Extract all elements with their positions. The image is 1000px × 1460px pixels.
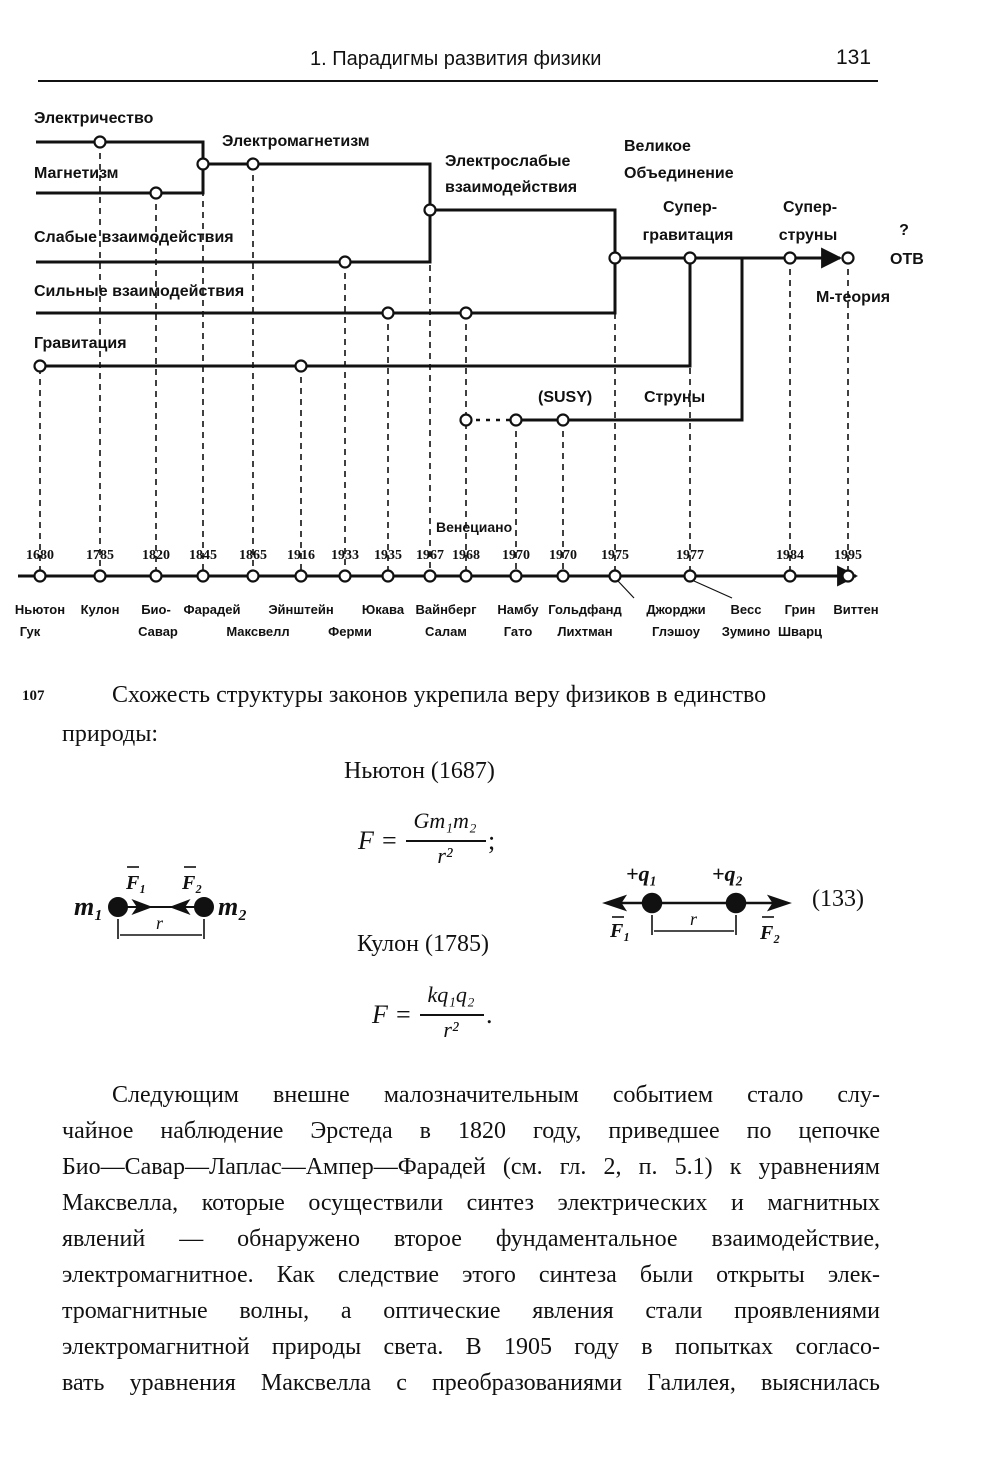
label-electricity: Электричество xyxy=(34,110,154,127)
person-nambu: Намбу xyxy=(497,602,539,617)
label-gut-2: Объединение xyxy=(624,165,734,182)
year-label: 1970 xyxy=(549,548,577,563)
body-line: электромагнитной природы света. В 1905 году в попытках согласо- xyxy=(62,1334,880,1360)
label-question: ? xyxy=(899,222,909,239)
year-label: 1865 xyxy=(239,548,267,563)
label-veneziano: Венециано xyxy=(436,519,513,535)
newton-punct: ; xyxy=(488,826,496,855)
unification-diagram xyxy=(0,90,1000,650)
newton-lhs: F = xyxy=(358,826,398,855)
year-label: 1935 xyxy=(374,548,402,563)
page-number: 131 xyxy=(836,46,872,69)
label-electroweak-1: Электрослабые xyxy=(445,153,571,170)
label-f2-coulomb: F₂ xyxy=(760,922,781,944)
mass-2 xyxy=(195,898,213,916)
body-line: чайное наблюдение Эрстеда в 1820 году, приведшее по цепочке xyxy=(62,1118,880,1144)
person-wess: Весс xyxy=(730,602,762,617)
body-line: Био—Савар—Лаплас—Ампер—Фарадей (см. гл. 2, п. 5.1) к уравнениям xyxy=(62,1154,880,1180)
label-superstrings-1: Супер- xyxy=(782,199,838,216)
person-zumino: Зумино xyxy=(721,624,771,639)
person-newton: Ньютон xyxy=(14,602,66,617)
person-golfand: Гольдфанд xyxy=(548,602,622,617)
label-strong: Сильные взаимодействия xyxy=(34,283,245,300)
year-label: 1984 xyxy=(776,548,804,563)
person-faraday: Фарадей xyxy=(183,602,241,617)
person-green: Грин xyxy=(784,602,816,617)
charge-1 xyxy=(643,894,661,912)
mass-1 xyxy=(109,898,127,916)
path-electromagnetism xyxy=(203,164,430,210)
label-r-coulomb: r xyxy=(690,909,698,929)
label-f1: F₁ xyxy=(126,872,147,894)
paragraph-ref-number: 107 xyxy=(22,688,45,704)
body-line: явлений — обнаружено второе фундаментальное взаимодействие, xyxy=(62,1226,880,1252)
person-hooke: Гук xyxy=(19,624,41,639)
person-glashow: Глэшоу xyxy=(652,624,700,639)
year-label: 1933 xyxy=(331,548,359,563)
person-einstein: Эйнштейн xyxy=(268,602,334,617)
person-fermi: Ферми xyxy=(328,624,372,639)
body-line: Следующим внешне малозначительным событием стало слу- xyxy=(112,1082,880,1108)
charge-2 xyxy=(727,894,745,912)
body-line: вать уравнения Максвелла с преобразованиями Галилея, выяснилась xyxy=(62,1370,880,1396)
year-label: 1845 xyxy=(189,548,217,563)
person-savart: Савар xyxy=(138,624,178,639)
dashed-guides xyxy=(40,142,848,576)
year-label: 1975 xyxy=(601,548,629,563)
person-maxwell: Максвелл xyxy=(226,624,290,639)
label-r-newton: r xyxy=(156,913,164,933)
person-witten: Виттен xyxy=(833,602,879,617)
year-label: 1970 xyxy=(502,548,530,563)
unification-paths xyxy=(18,142,856,576)
year-label: 1968 xyxy=(452,548,480,563)
label-q2: +q₂ xyxy=(712,861,744,886)
year-label: 1680 xyxy=(26,548,54,563)
event-nodes xyxy=(35,137,854,582)
newton-caption: Ньютон (1687) xyxy=(344,758,495,784)
person-coulomb: Кулон xyxy=(80,602,120,617)
coulomb-punct: . xyxy=(486,1000,493,1029)
year-label: 1916 xyxy=(287,548,315,563)
label-magnetism: Магнетизм xyxy=(34,165,119,182)
label-q1: +q₁ xyxy=(626,861,658,886)
newton-numerator: Gm₁m₂ xyxy=(413,808,477,833)
label-susy: (SUSY) xyxy=(538,389,593,406)
person-schwarz: Шварц xyxy=(777,624,823,639)
newton-denominator: r² xyxy=(437,843,453,868)
header-rule xyxy=(38,80,878,82)
year-label: 1977 xyxy=(676,548,704,563)
year-label: 1820 xyxy=(142,548,170,563)
label-f2: F₂ xyxy=(182,872,203,894)
label-gravity: Гравитация xyxy=(34,335,127,352)
person-likhtman: Лихтман xyxy=(557,624,613,639)
person-yukawa: Юкава xyxy=(361,602,405,617)
newton-fraction-bar xyxy=(406,840,486,842)
year-label: 1967 xyxy=(416,548,444,563)
person-bio: Био- xyxy=(141,602,171,617)
person-weinberg: Вайнберг xyxy=(415,602,477,617)
coulomb-denominator: r² xyxy=(443,1017,459,1042)
body-line: Максвелла, которые осуществили синтез электрических и магнитных xyxy=(62,1190,880,1216)
running-header-title: 1. Парадигмы развития физики xyxy=(310,48,602,70)
person-goto: Гато xyxy=(503,624,533,639)
label-f1-coulomb: F₁ xyxy=(610,920,631,942)
coulomb-fraction-bar xyxy=(420,1014,484,1016)
label-supergravity-1: Супер- xyxy=(662,199,718,216)
label-superstrings-2: струны xyxy=(778,227,838,244)
coulomb-caption: Кулон (1785) xyxy=(357,931,489,957)
path-electroweak xyxy=(430,210,615,258)
path-electricity xyxy=(36,142,203,164)
label-electromagnetism: Электромагнетизм xyxy=(222,133,370,150)
electric-force-figure xyxy=(596,855,796,955)
body-line: тромагнитные волны, а оптические явления стали проявлениями xyxy=(62,1298,880,1324)
person-georgi: Джорджи xyxy=(646,602,706,617)
year-label: 1995 xyxy=(834,548,862,563)
label-supergravity-2: гравитация xyxy=(642,227,734,244)
intro-line-1: Схожесть структуры законов укрепила веру физиков в единство xyxy=(112,682,767,708)
gravity-force-figure xyxy=(60,855,280,945)
label-gut-1: Великое xyxy=(624,138,691,155)
person-salam: Салам xyxy=(425,624,467,639)
coulomb-numerator: kq₁q₂ xyxy=(427,982,475,1007)
label-toe: ОТВ xyxy=(890,251,924,268)
body-line: электромагнитное. Как следствие этого синтеза были открыты элек- xyxy=(62,1262,880,1288)
coulomb-lhs: F = xyxy=(372,1000,412,1029)
label-strings: Струны xyxy=(644,389,706,406)
equation-number: (133) xyxy=(812,886,864,912)
label-m-theory: М-теория xyxy=(816,289,891,306)
label-m1: m₁ xyxy=(74,892,104,921)
intro-line-2: природы: xyxy=(62,721,158,747)
label-m2: m₂ xyxy=(218,892,248,921)
label-weak: Слабые взаимодействия xyxy=(34,229,234,246)
label-electroweak-2: взаимодействия xyxy=(445,179,578,196)
year-label: 1785 xyxy=(86,548,114,563)
